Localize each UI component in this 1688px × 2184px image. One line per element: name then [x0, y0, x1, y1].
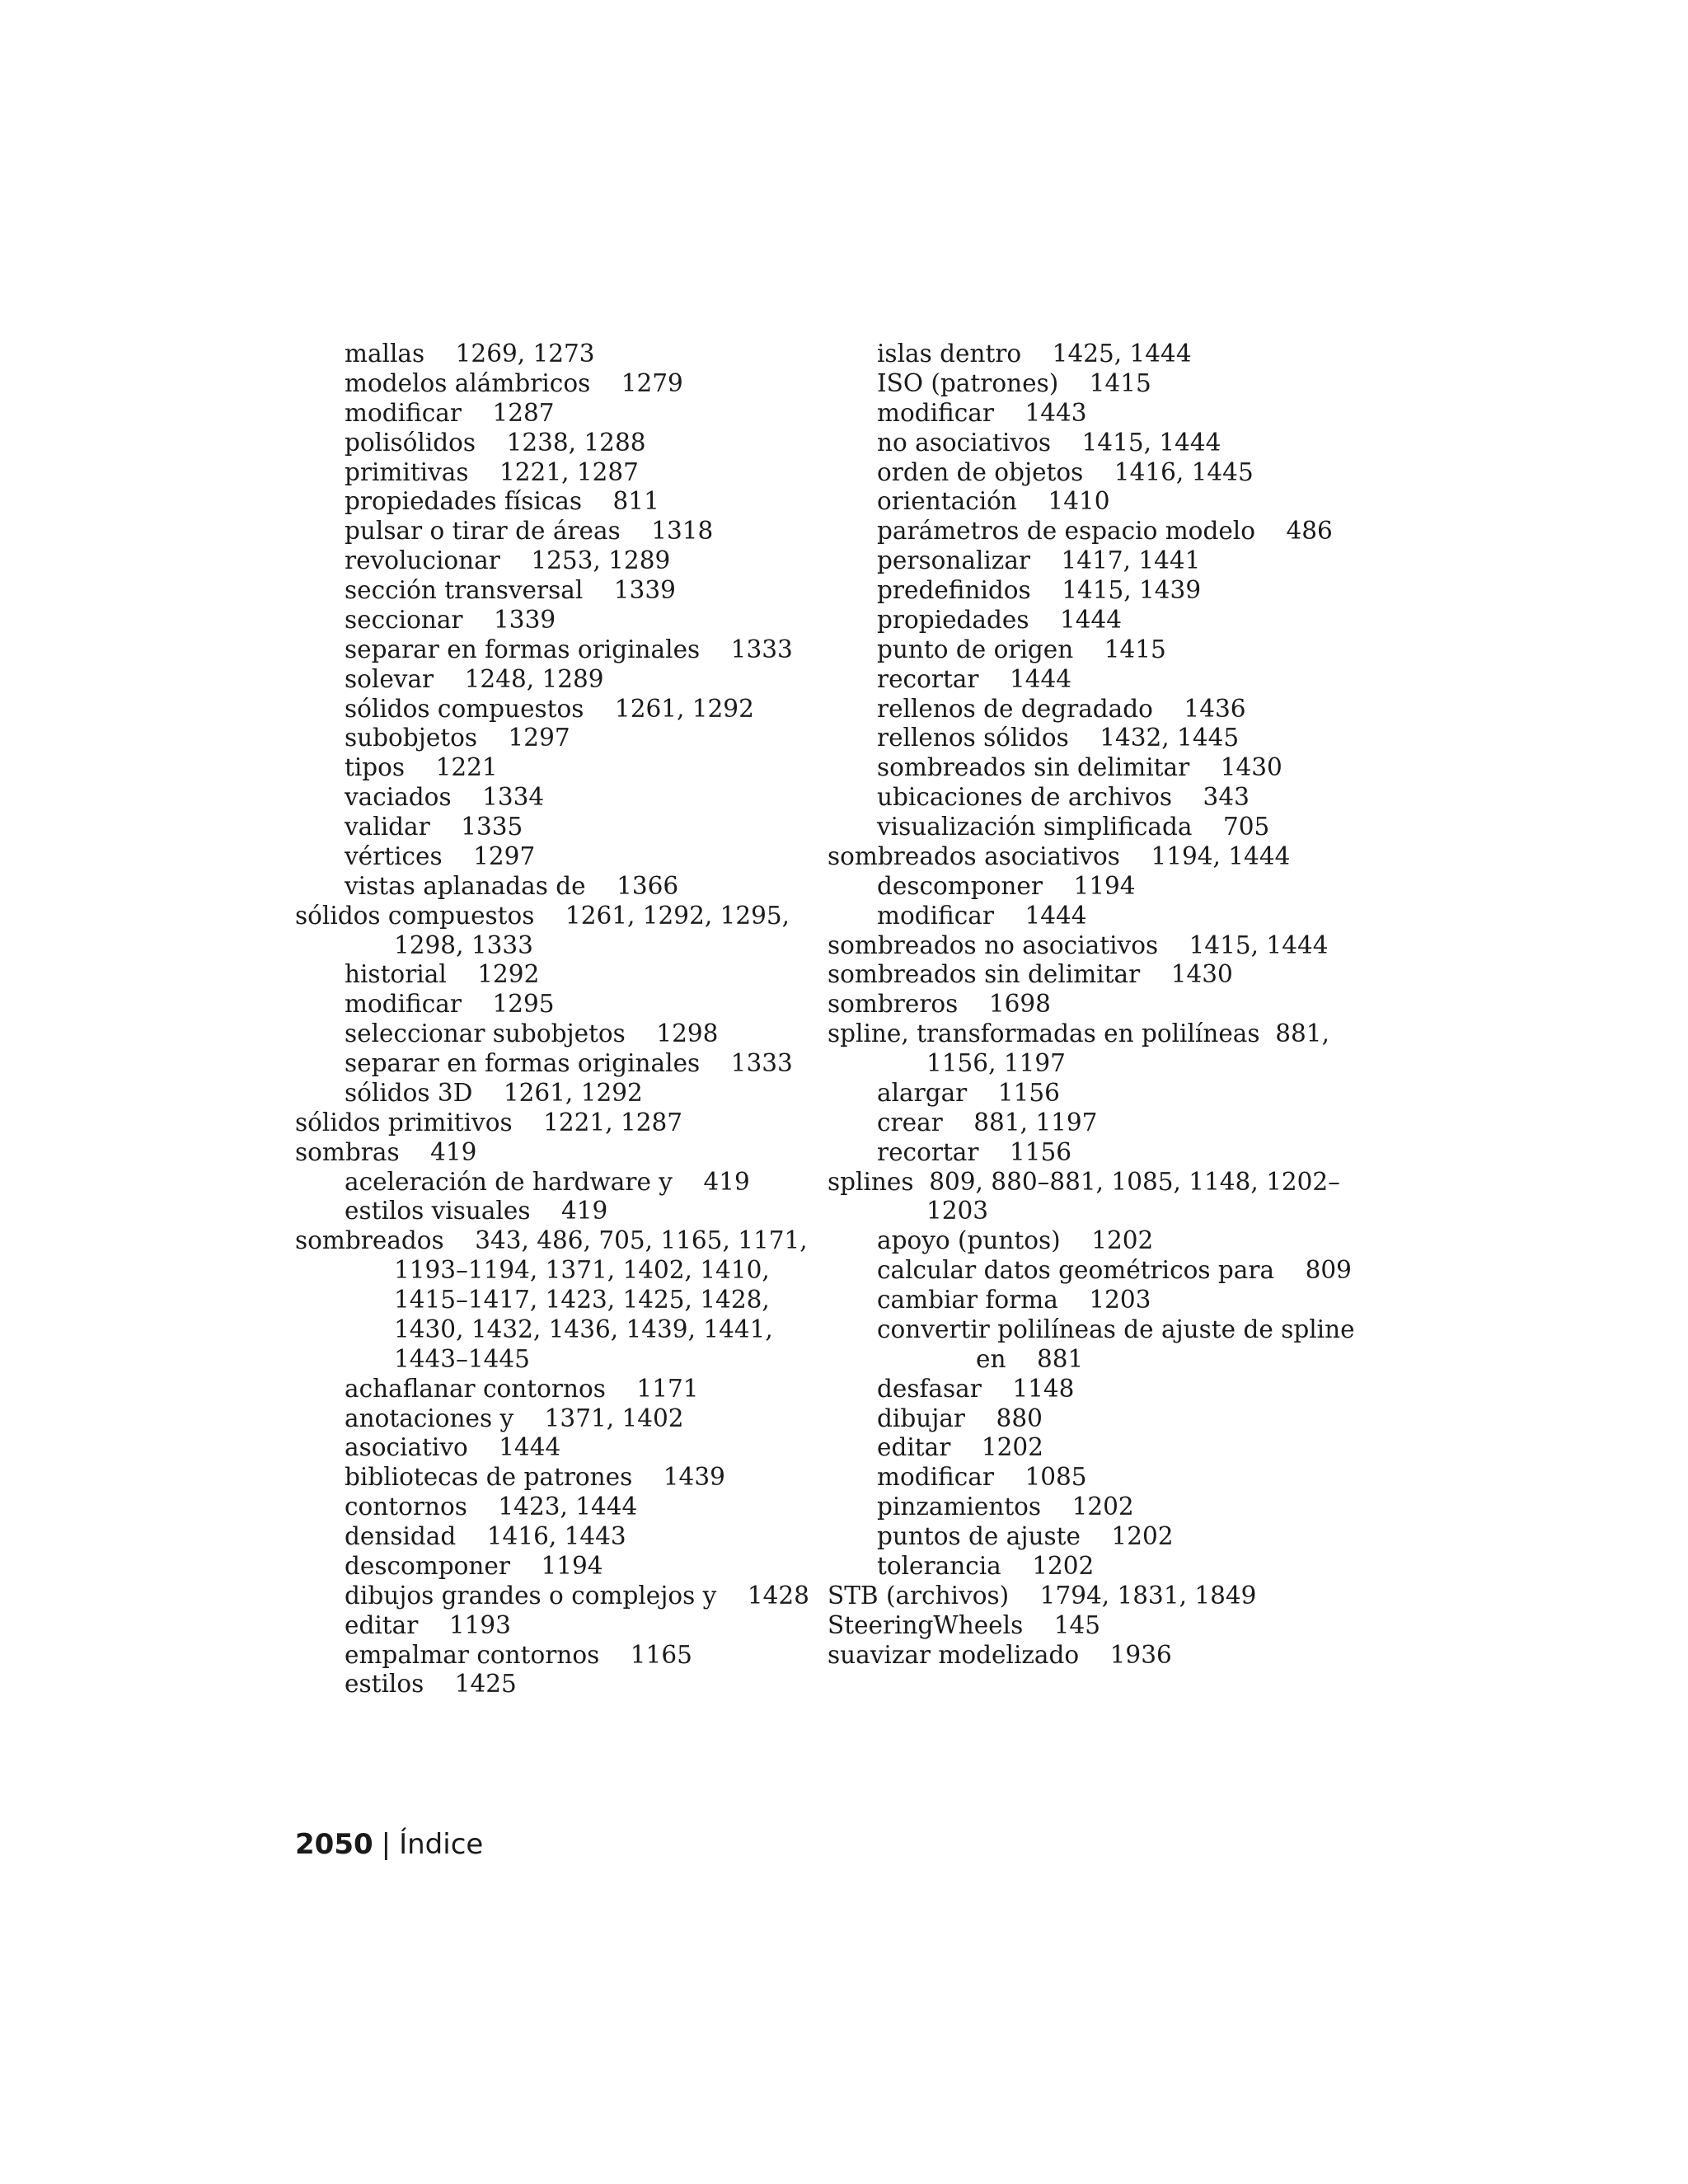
index-subentry: sólidos 3D 1261, 1292	[345, 1078, 643, 1107]
index-subentry: asociativo 1444	[345, 1433, 561, 1462]
index-subentry: achaflanar contornos 1171	[345, 1374, 699, 1403]
index-entry: spline, transformadas en polilíneas 881,	[828, 1019, 1329, 1048]
index-subentry: punto de origen 1415	[877, 635, 1166, 663]
index-subentry: predefinidos 1415, 1439	[877, 576, 1202, 604]
index-subentry: rellenos sólidos 1432, 1445	[877, 724, 1240, 752]
index-subentry: revolucionar 1253, 1289	[345, 546, 671, 575]
index-subentry: 1443–1445	[394, 1344, 530, 1373]
index-entry: sombreados 343, 486, 705, 1165, 1171,	[295, 1226, 808, 1255]
index-entry: sombras 419	[295, 1137, 477, 1166]
index-subentry: recortar 1444	[877, 664, 1072, 693]
index-subentry: recortar 1156	[877, 1137, 1072, 1166]
index-subentry: propiedades físicas 811	[345, 487, 659, 516]
index-subentry: descomponer 1194	[877, 871, 1136, 900]
index-column-left	[295, 340, 809, 1699]
index-entry: suavizar modelizado 1936	[828, 1640, 1172, 1669]
index-subentry: cambiar forma 1203	[877, 1286, 1151, 1314]
footer-section-title: Índice	[399, 1828, 484, 1861]
index-subentry: seccionar 1339	[345, 605, 556, 634]
index-subentry: estilos 1425	[345, 1670, 517, 1699]
page-footer	[295, 1828, 483, 1861]
index-subentry: contornos 1423, 1444	[345, 1493, 638, 1521]
index-subentry: editar 1202	[877, 1433, 1043, 1462]
index-subentry: sombreados sin delimitar 1430	[877, 753, 1282, 782]
index-subentry: mallas 1269, 1273	[345, 340, 595, 368]
index-subentry: anotaciones y 1371, 1402	[345, 1404, 684, 1432]
index-entry: sombreros 1698	[828, 990, 1051, 1019]
index-subentry: islas dentro 1425, 1444	[877, 340, 1192, 368]
index-subentry: empalmar contornos 1165	[345, 1640, 692, 1669]
index-entry: SteeringWheels 145	[828, 1610, 1101, 1639]
index-subentry: convertir polilíneas de ajuste de spline	[877, 1315, 1355, 1343]
index-subentry: descomponer 1194	[345, 1551, 603, 1580]
index-entry: sombreados asociativos 1194, 1444	[828, 841, 1291, 870]
index-subentry: bibliotecas de patrones 1439	[345, 1463, 725, 1492]
index-subentry: editar 1193	[345, 1610, 511, 1639]
index-column-right	[828, 340, 1355, 1670]
page-number: 2050	[295, 1828, 373, 1861]
index-entry: sombreados sin delimitar 1430	[828, 960, 1233, 989]
index-subentry: puntos de ajuste 1202	[877, 1522, 1174, 1550]
index-subentry: parámetros de espacio modelo 486	[877, 517, 1333, 546]
index-subentry: densidad 1416, 1443	[345, 1522, 626, 1550]
index-subentry: rellenos de degradado 1436	[877, 694, 1246, 723]
index-subentry: modificar 1444	[877, 901, 1087, 930]
index-subentry: seleccionar subobjetos 1298	[345, 1019, 719, 1048]
index-subentry: 1193–1194, 1371, 1402, 1410,	[394, 1256, 770, 1285]
index-subentry: tipos 1221	[345, 753, 498, 782]
index-subentry: tolerancia 1202	[877, 1551, 1095, 1580]
index-entry: sólidos compuestos 1261, 1292, 1295,	[295, 901, 790, 930]
index-subentry: apoyo (puntos) 1202	[877, 1226, 1154, 1255]
index-subentry: dibujar 880	[877, 1404, 1043, 1432]
index-subentry: modificar 1295	[345, 990, 555, 1019]
index-subentry: solevar 1248, 1289	[345, 664, 604, 693]
index-entry: splines 809, 880–881, 1085, 1148, 1202–	[828, 1167, 1340, 1196]
index-subentry: 1203	[926, 1197, 989, 1226]
index-subentry: 1415–1417, 1423, 1425, 1428,	[394, 1286, 770, 1314]
index-subentry: pulsar o tirar de áreas 1318	[345, 517, 714, 546]
index-subentry: calcular datos geométricos para 809	[877, 1256, 1352, 1285]
index-subentry: dibujos grandes o complejos y 1428	[345, 1581, 809, 1610]
index-subentry: en 881	[976, 1344, 1084, 1373]
index-subentry: historial 1292	[345, 960, 540, 989]
index-subentry: vistas aplanadas de 1366	[345, 871, 679, 900]
index-subentry: ubicaciones de archivos 343	[877, 783, 1250, 812]
index-subentry: sección transversal 1339	[345, 576, 676, 604]
index-subentry: aceleración de hardware y 419	[345, 1167, 750, 1196]
index-subentry: vaciados 1334	[345, 783, 545, 812]
index-entry: STB (archivos) 1794, 1831, 1849	[828, 1581, 1257, 1610]
index-subentry: 1430, 1432, 1436, 1439, 1441,	[394, 1315, 773, 1343]
index-subentry: orientación 1410	[877, 487, 1110, 516]
index-subentry: personalizar 1417, 1441	[877, 546, 1201, 575]
index-subentry: modificar 1085	[877, 1463, 1087, 1492]
index-subentry: 1298, 1333	[394, 930, 533, 959]
index-subentry: modelos alámbricos 1279	[345, 368, 683, 397]
index-subentry: validar 1335	[345, 813, 523, 841]
index-subentry: propiedades 1444	[877, 605, 1123, 634]
index-subentry: orden de objetos 1416, 1445	[877, 457, 1254, 486]
index-entry: sólidos primitivos 1221, 1287	[295, 1108, 683, 1137]
index-subentry: primitivas 1221, 1287	[345, 457, 639, 486]
index-subentry: estilos visuales 419	[345, 1197, 608, 1226]
index-subentry: separar en formas originales 1333	[345, 635, 793, 663]
index-subentry: desfasar 1148	[877, 1374, 1075, 1403]
index-subentry: polisólidos 1238, 1288	[345, 428, 646, 457]
index-subentry: subobjetos 1297	[345, 724, 570, 752]
index-subentry: 1156, 1197	[926, 1049, 1066, 1077]
index-subentry: modificar 1287	[345, 398, 555, 427]
footer-separator: |	[381, 1828, 392, 1861]
index-subentry: crear 881, 1197	[877, 1108, 1098, 1137]
index-subentry: ISO (patrones) 1415	[877, 368, 1151, 397]
index-subentry: modificar 1443	[877, 398, 1087, 427]
index-subentry: pinzamientos 1202	[877, 1493, 1134, 1521]
index-entry: sombreados no asociativos 1415, 1444	[828, 930, 1329, 959]
index-subentry: vértices 1297	[345, 841, 536, 870]
index-subentry: visualización simplificada 705	[877, 813, 1270, 841]
index-subentry: alargar 1156	[877, 1078, 1060, 1107]
index-subentry: separar en formas originales 1333	[345, 1049, 793, 1077]
index-subentry: sólidos compuestos 1261, 1292	[345, 694, 754, 723]
index-subentry: no asociativos 1415, 1444	[877, 428, 1221, 457]
